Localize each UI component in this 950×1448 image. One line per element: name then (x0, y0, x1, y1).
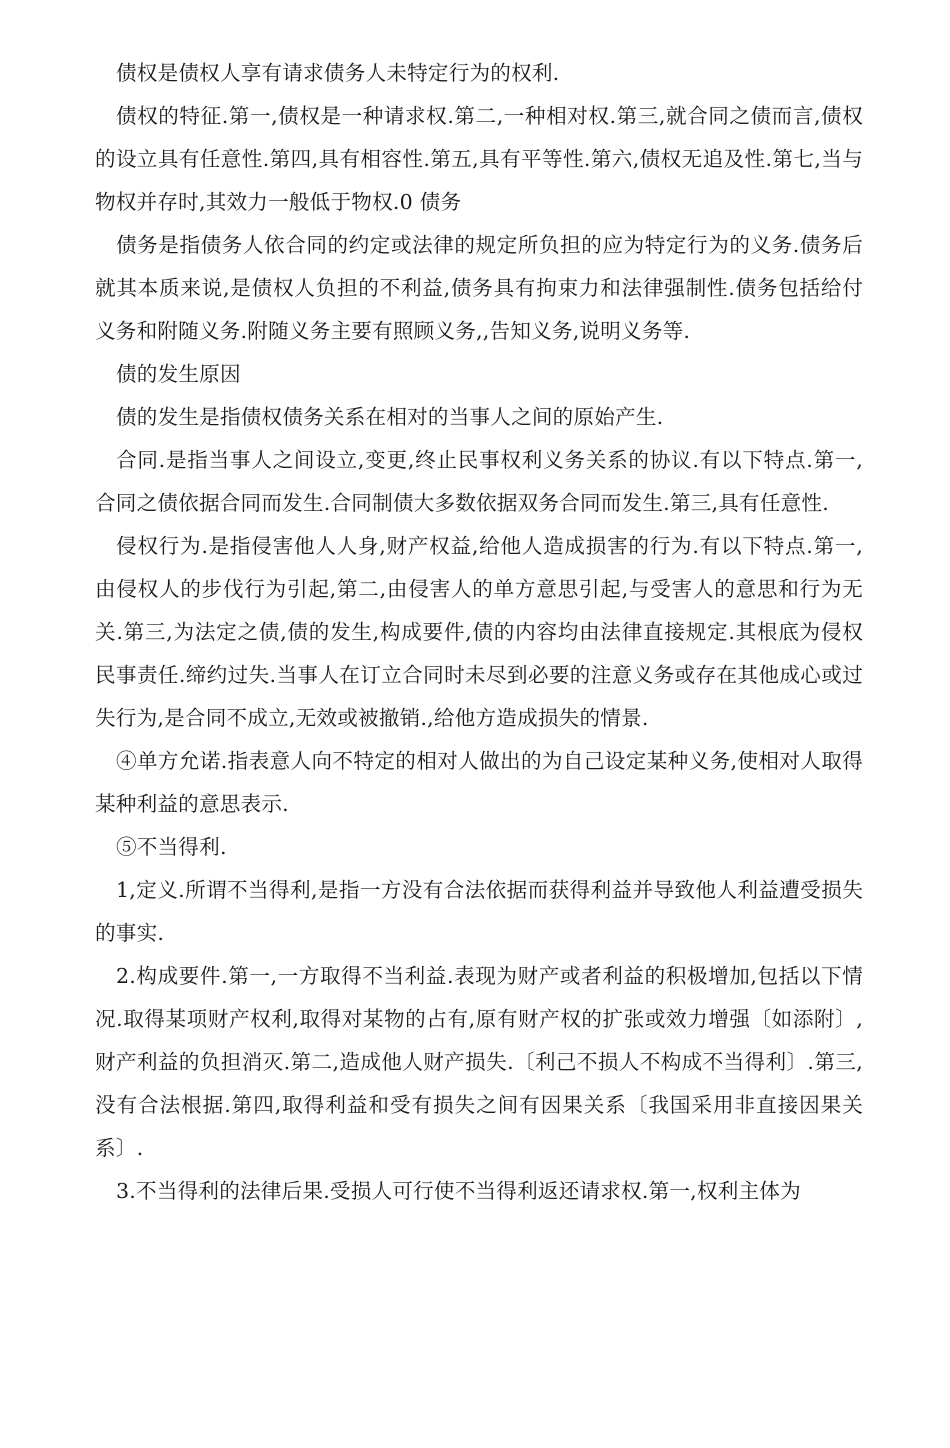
paragraph-claim-definition: 债权是债权人享有请求债务人未特定行为的权利. (116, 61, 560, 85)
paragraph-contract: 合同.是指当事人之间设立,变更,终止民事权利义务关系的协议.有以下特点.第一,合同之债依据合同而发生.合同制债大多数依据双务合同而发生.第三,具有任意性. (95, 448, 863, 515)
document-body (95, 52, 863, 1213)
paragraph-tort: 侵权行为.是指侵害他人人身,财产权益,给他人造成损害的行为.有以下特点.第一,由侵权人的步伐行为引起,第二,由侵害人的单方意思引起,与受害人的意思和行为无关.第三,为法定之债,债的发生,构成要件,债的内容均由法律直接规定.其根底为侵权民事责任.缔约过失.当事人在订立合同时未尽到必要的注意义务或存在其他成心或过失行为,是合同不成立,无效或被撤销.,给他方造成损失的情景. (95, 534, 863, 730)
paragraph-debt-definition: 债务是指债务人依合同的约定或法律的规定所负担的应为特定行为的义务.债务后就其本质来说,是债权人负担的不利益,债务具有拘束力和法律强制性.债务包括给付义务和附随义务.附随义务主要有照顾义务,,告知义务,说明义务等. (95, 233, 863, 343)
paragraph-unjust-enrichment-consequences: 3.不当得利的法律后果.受损人可行使不当得利返还请求权.第一,权利主体为 (116, 1179, 801, 1203)
paragraph-unilateral-promise: ④单方允诺.指表意人向不特定的相对人做出的为自己设定某种义务,使相对人取得某种利益的意思表示. (95, 749, 863, 816)
paragraph-unjust-enrichment-definition: 1,定义.所谓不当得利,是指一方没有合法依据而获得利益并导致他人利益遭受损失的事实. (95, 878, 863, 945)
paragraph-unjust-enrichment-elements: 2.构成要件.第一,一方取得不当利益.表现为财产或者利益的积极增加,包括以下情况.取得某项财产权利,取得对某物的占有,原有财产权的扩张或效力增强〔如添附〕,财产利益的负担消灭.第二,造成他人财产损失.〔利己不损人不构成不当得利〕.第三,没有合法根据.第四,取得利益和受有损失之间有因果关系〔我国采用非直接因果关系〕. (95, 964, 863, 1160)
paragraph-debt-origin: 债的发生是指债权债务关系在相对的当事人之间的原始产生. (116, 405, 664, 429)
paragraph-claim-features: 债权的特征.第一,债权是一种请求权.第二,一种相对权.第三,就合同之债而言,债权的设立具有任意性.第四,具有相容性.第五,具有平等性.第六,债权无追及性.第七,当与物权并存时,其效力一般低于物权.0 债务 (95, 104, 863, 214)
paragraph-debt-causes-heading: 债的发生原因 (116, 362, 241, 386)
paragraph-unjust-enrichment-heading: ⑤不当得利. (116, 835, 227, 859)
